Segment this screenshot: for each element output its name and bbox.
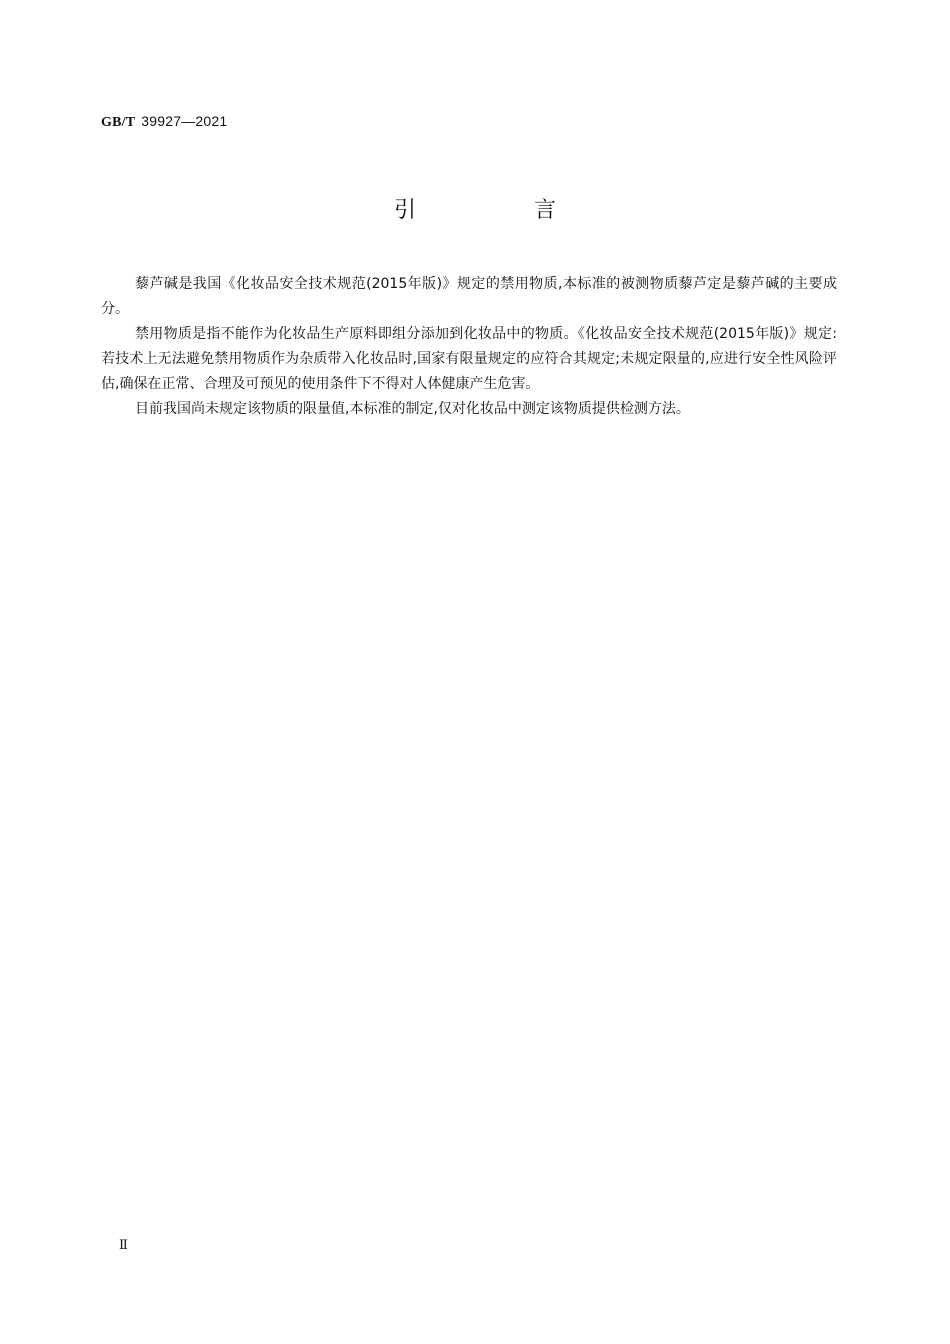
section-title: 引 言	[393, 198, 604, 223]
standard-number: 39927—2021	[141, 113, 228, 129]
paragraph-3: 目前我国尚未规定该物质的限量值,本标准的制定,仅对化妆品中测定该物质提供检测方法。	[135, 401, 690, 417]
paragraph-2: 禁用物质是指不能作为化妆品生产原料即组分添加到化妆品中的物质。《化妆品安全技术规范(2015年版)》规定:若技术上无法避免禁用物质作为杂质带入化妆品时,国家有限量规定的应符合其规定;未规定限量的,应进行安全性风险评估,确保在正常、合理及可预见的使用条件下不得对人体健康产生危害。	[101, 326, 837, 392]
paragraph-1: 藜芦碱是我国《化妆品安全技术规范(2015年版)》规定的禁用物质,本标准的被测物质藜芦定是藜芦碱的主要成分。	[101, 276, 837, 317]
introduction-body	[101, 272, 837, 422]
page-number: Ⅱ	[119, 1237, 128, 1252]
standard-header	[101, 113, 227, 131]
standard-code: GB/T	[101, 115, 136, 130]
